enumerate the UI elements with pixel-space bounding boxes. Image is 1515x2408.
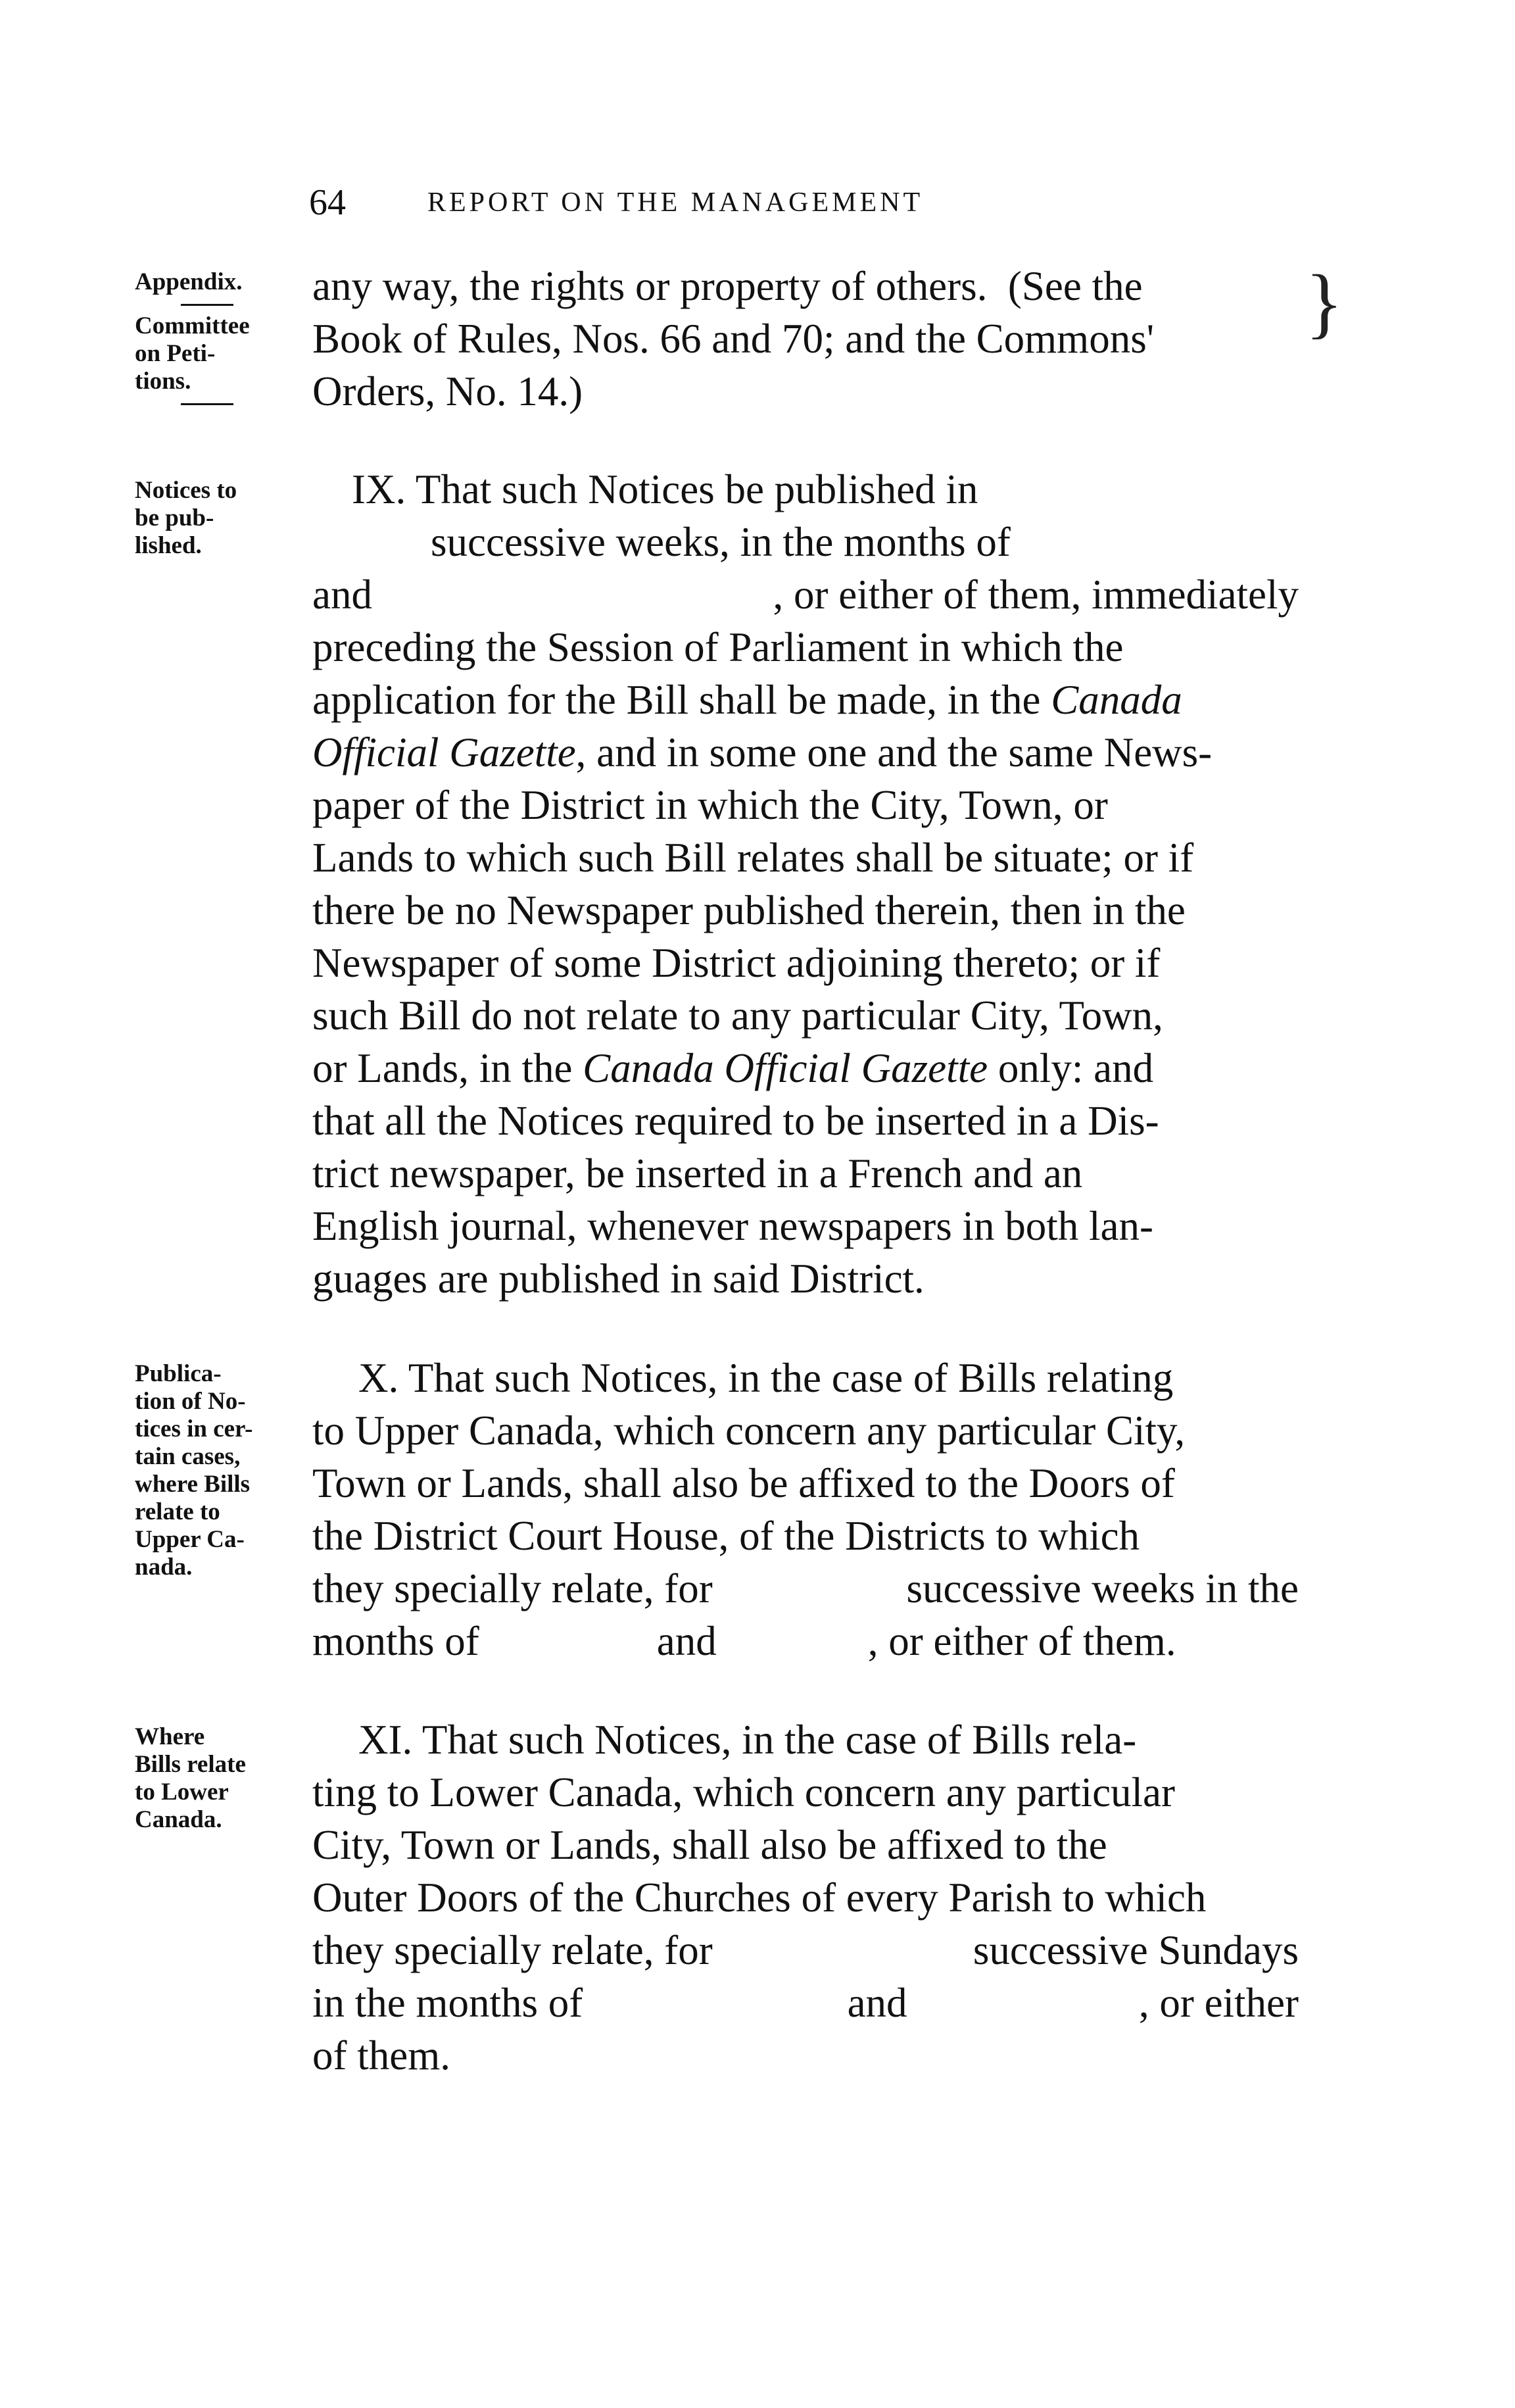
text-line: that all the Notices required to be inserted in a Dis- bbox=[312, 1098, 1159, 1144]
text-line: or Lands, in the Canada Official Gazette only: and bbox=[312, 1045, 1154, 1091]
text-line: paper of the District in which the City, Town, or bbox=[312, 782, 1108, 828]
text-line: guages are published in said District. bbox=[312, 1256, 925, 1302]
text-line: XI. That such Notices, in the case of Bills rela- bbox=[358, 1717, 1137, 1763]
margin-note-line: where Bills bbox=[135, 1471, 251, 1498]
margin-note-line: Where bbox=[135, 1723, 205, 1750]
text-line: such Bill do not relate to any particular City, Town, bbox=[312, 993, 1163, 1039]
margin-note-line: nada. bbox=[135, 1554, 193, 1581]
margin-note-line: Notices to bbox=[135, 477, 237, 504]
text-line: and , or either of them, immediately bbox=[312, 572, 1299, 618]
margin-note-line: tion of No- bbox=[135, 1388, 246, 1415]
margin-note-line: Committee bbox=[135, 312, 250, 339]
text-line: Newspaper of some District adjoining thereto; or if bbox=[312, 940, 1161, 986]
text-line: ting to Lower Canada, which concern any particular bbox=[312, 1769, 1175, 1815]
margin-note-line: tices in cer- bbox=[135, 1415, 253, 1442]
text-line: any way, the rights or property of others. (See the bbox=[312, 263, 1143, 309]
margin-note-publication bbox=[135, 1360, 306, 1581]
margin-note-line: lished. bbox=[135, 532, 202, 559]
running-header bbox=[309, 176, 1164, 229]
text-line: the District Court House, of the Districts to which bbox=[312, 1513, 1140, 1559]
margin-note-line: relate to bbox=[135, 1498, 220, 1525]
margin-note-notices-published bbox=[135, 477, 306, 560]
text-line: trict newspaper, be inserted in a French and an bbox=[312, 1150, 1083, 1196]
paragraph-intro bbox=[312, 260, 1299, 418]
text-line: in the months of and , or either bbox=[312, 1980, 1299, 2026]
text-line: Orders, No. 14.) bbox=[312, 368, 583, 414]
text-line: they specially relate, for successive Sundays bbox=[312, 1927, 1299, 1973]
text-line: of them. bbox=[312, 2032, 450, 2078]
margin-note-line: tions. bbox=[135, 368, 191, 395]
text-line: preceding the Session of Parliament in which the bbox=[312, 624, 1124, 670]
margin-note-line: to Lower bbox=[135, 1779, 229, 1806]
text-line: they specially relate, for successive weeks in the bbox=[312, 1565, 1299, 1611]
margin-note-line: Bills relate bbox=[135, 1751, 246, 1778]
text-line: to Upper Canada, which concern any particular City, bbox=[312, 1408, 1186, 1454]
text-line: Lands to which such Bill relates shall be situate; or if bbox=[312, 835, 1194, 881]
margin-note-line: Canada. bbox=[135, 1806, 222, 1833]
margin-note-line: Publica- bbox=[135, 1360, 222, 1387]
text-line: application for the Bill shall be made, in the Canada bbox=[312, 677, 1182, 723]
page-number: 64 bbox=[309, 182, 346, 223]
text-line: Book of Rules, Nos. 66 and 70; and the Commons' bbox=[312, 316, 1155, 362]
paragraph-ix bbox=[312, 463, 1299, 1305]
text-line: there be no Newspaper published therein, then in the bbox=[312, 887, 1186, 933]
paragraph-x bbox=[312, 1352, 1299, 1667]
handwritten-brace-mark: } bbox=[1305, 258, 1343, 346]
margin-divider bbox=[181, 403, 233, 405]
text-line: X. That such Notices, in the case of Bills relating bbox=[358, 1355, 1174, 1401]
text-line: Outer Doors of the Churches of every Parish to which bbox=[312, 1875, 1207, 1921]
margin-note-line: on Peti- bbox=[135, 340, 216, 367]
margin-divider bbox=[181, 304, 233, 306]
text-line: IX. That such Notices be published in bbox=[352, 466, 978, 512]
margin-note-appendix bbox=[135, 268, 306, 412]
text-line: City, Town or Lands, shall also be affixed to the bbox=[312, 1822, 1107, 1868]
text-line: Official Gazette, and in some one and the same News- bbox=[312, 729, 1213, 775]
text-line: successive weeks, in the months of bbox=[431, 519, 1011, 565]
text-line: Town or Lands, shall also be affixed to the Doors of bbox=[312, 1460, 1175, 1506]
margin-note-line: Upper Ca- bbox=[135, 1526, 245, 1553]
margin-note-line: Appendix. bbox=[135, 268, 243, 295]
running-title: REPORT ON THE MANAGEMENT bbox=[427, 187, 924, 218]
paragraph-xi bbox=[312, 1713, 1299, 2082]
text-line: months of and , or either of them. bbox=[312, 1618, 1176, 1664]
margin-note-lower-canada bbox=[135, 1723, 306, 1834]
text-line: English journal, whenever newspapers in both lan- bbox=[312, 1203, 1153, 1249]
margin-note-line: be pub- bbox=[135, 504, 214, 531]
margin-note-line: tain cases, bbox=[135, 1443, 241, 1470]
